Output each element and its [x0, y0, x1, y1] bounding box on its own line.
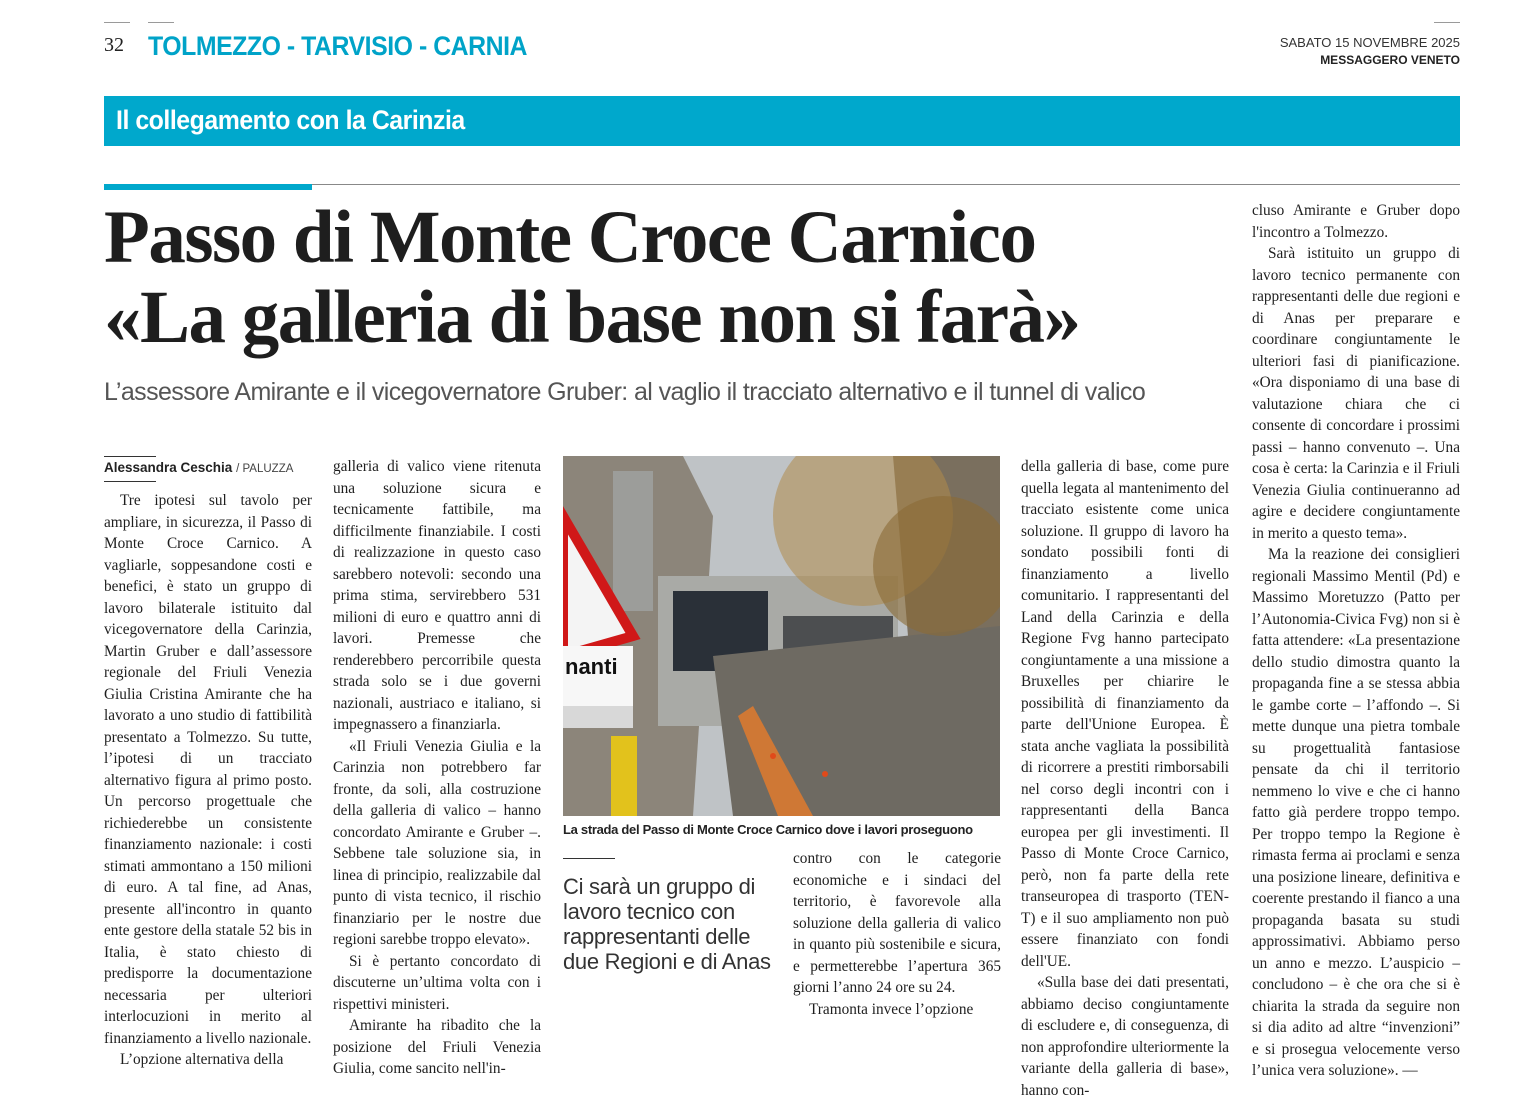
- article-column-4: [1021, 456, 1229, 1101]
- paragraph: Si è pertanto concordato di discuterne un’ultima volta con i rispettivi ministeri.: [333, 952, 541, 1013]
- paragraph: Amirante ha ribadito che la posizione del Friuli Venezia Giulia, come sancito nell'in-: [333, 1017, 541, 1077]
- topic-band: [104, 96, 1460, 146]
- header-rule: [1434, 22, 1460, 23]
- header-rule: [148, 22, 174, 23]
- byline: [104, 460, 293, 475]
- author: Alessandra Ceschia: [104, 460, 233, 475]
- subtitle: L’assessore Amirante e il vicegovernatore Gruber: al vaglio il tracciato alternativo e il tunnel di valico: [104, 378, 1146, 406]
- paragraph: Ma la reazione dei consiglieri regionali Massimo Mentil (Pd) e Massimo Moretuzzo (Patto per l’Autonomia-Civica Fvg) non si è fatta attendere: «La presentazione dello studio dimostra quanto la propaganda fine a se stessa abbia le gambe corte – l’affondo –. Si mette dunque una pietra tombale su progettualità fantasiose pensate da chi il territorio nemmeno lo vive e che ci hanno fatto già perdere troppo tempo. Per troppo tempo la Regione è rimasta ferma ai proclami e senza una posizione lineare, definitiva e coerente prestando il fianco a una propaganda basata su studi approssimativi. Abbiamo perso un anno e mezzo. L’auspicio – concludono – è che ora che si è chiarita la strada da seguire non si dia adito ad altre “invenzioni” e si prosegua velocemente verso l’unica vera soluzione». —: [1252, 546, 1460, 1079]
- newspaper-name: MESSAGGERO VENETO: [1320, 53, 1460, 67]
- article-accent-bar: [104, 184, 312, 190]
- article-column-2: [333, 456, 541, 1080]
- paragraph: Sarà istituito un gruppo di lavoro tecnico permanente con rappresentanti delle due regioni e di Anas per preparare e coordinare congiuntamente le ulteriori fasi di pianificazione. «Ora disponiamo di una base di valutazione chiara che ci consente di concordare i prossimi passi – hanno convenuto –. Una cosa è certa: la Carinzia e il Friuli Venezia Giulia continueranno ad agire e decidere congiuntamente in merito a questo tema».: [1252, 245, 1460, 542]
- paragraph: «Sulla base dei dati presentati, abbiamo deciso congiuntamente di escludere e, di conseguenza, di non approfondire ulteriormente la variante della galleria di base», hanno con-: [1021, 974, 1229, 1099]
- paragraph: contro con le categorie economiche e i sindaci del territorio, è favorevole alla soluzione della galleria di valico in quanto più sostenibile e sicura, e permetterebbe l’apertura 365 giorni l’anno 24 ore su 24.: [793, 850, 1001, 996]
- photo-caption: La strada del Passo di Monte Croce Carnico dove i lavori proseguono: [563, 822, 973, 837]
- dateline-location: / PALUZZA: [236, 463, 294, 475]
- article-photo: [563, 456, 1000, 816]
- paragraph: galleria di valico viene ritenuta una soluzione sicura e tecnicamente fattibile, ma difficilmente finanziabile. I costi di realizzazione in questo caso sarebbero notevoli: secondo una prima stima, servirebbero 531 milioni di euro e quattro anni di lavori. Premesse che renderebbero percorribile questa strada solo se i due governi nazionali, austriaco e italiano, si impegnassero a finanziarla.: [333, 458, 541, 733]
- pull-quote-rule: [563, 858, 615, 859]
- topic-label: Il collegamento con la Carinzia: [116, 105, 465, 135]
- headline-line-1: Passo di Monte Croce Carnico: [104, 196, 1036, 279]
- section-title: TOLMEZZO - TARVISIO - CARNIA: [148, 31, 528, 61]
- page-number: 32: [104, 34, 124, 56]
- paragraph: «Il Friuli Venezia Giulia e la Carinzia non potrebbero far fronte, da soli, alla costruzione della galleria di valico – hanno concordato Amirante e Gruber –. Sebbene tale soluzione sia, in linea di principio, realizzabile dal punto di vista tecnico, il rischio finanziario per le nostre due regioni sarebbe troppo elevato».: [333, 737, 541, 948]
- paragraph: Tramonta invece l’opzione: [809, 1000, 974, 1018]
- paragraph: cluso Amirante e Gruber dopo l'incontro a Tolmezzo.: [1252, 202, 1460, 241]
- sign-text: nanti: [565, 654, 618, 679]
- article-column-5: [1252, 200, 1460, 1082]
- byline-rule: [104, 456, 156, 457]
- paragraph: L’opzione alternativa della: [120, 1051, 284, 1068]
- header-rule: [104, 22, 130, 23]
- article-column-3: [793, 848, 1001, 1020]
- pull-quote: Ci sarà un gruppo di lavoro tecnico con rappresentanti delle due Regioni e di Anas: [563, 874, 771, 974]
- paragraph: Tre ipotesi sul tavolo per ampliare, in sicurezza, il Passo di Monte Croce Carnico. A vagliarle, soppesandone costi e benefici, è stato un gruppo di lavoro bilaterale istituito dal vicegovernatore della Carinzia, Martin Gruber e dall’assessore regionale del Friuli Venezia Giulia Cristina Amirante che ha lavorato a uno studio di fattibilità presentato a Tolmezzo. Su tutte, l’ipotesi di un tracciato alternativo figura al primo posto. Un percorso progettuale che richiederebbe un consistente finanziamento nazionale: i costi stimati ammontano a 150 milioni di euro. A tal fine, ad Anas, presente all'incontro in quanto ente gestore della statale 52 bis in Italia, è stato chiesto di predisporre la documentazione necessaria per ulteriori interlocuzioni in merito al finanziamento a livello nazionale.: [104, 492, 312, 1047]
- article-column-1: [104, 490, 312, 1071]
- issue-date: SABATO 15 NOVEMBRE 2025: [1279, 35, 1460, 50]
- headline: [104, 198, 1080, 358]
- headline-line-2: «La galleria di base non si farà»: [104, 276, 1080, 359]
- paragraph: della galleria di base, come pure quella legata al mantenimento del tracciato esistente come unica soluzione. Il gruppo di lavoro ha sondato possibili fonti di finanziamento a livello comunitario. I rappresentanti del Land della Carinzia e della Regione Fvg hanno partecipato congiuntamente a una missione a Bruxelles per chiarire le possibilità di finanziamento da parte dell'Unione Europea. È stata anche vagliata la possibilità di ricorrere a prestiti rimborsabili nel corso degli incontri con i rappresentanti della Banca europea per gli investimenti. Il Passo di Monte Croce Carnico, però, non fa parte della rete transeuropea di trasporto (TEN-T) e il suo ampliamento non può essere finanziato con fondi dell'UE.: [1021, 458, 1229, 970]
- byline-rule: [104, 481, 156, 482]
- road-works-photo: [563, 456, 1000, 816]
